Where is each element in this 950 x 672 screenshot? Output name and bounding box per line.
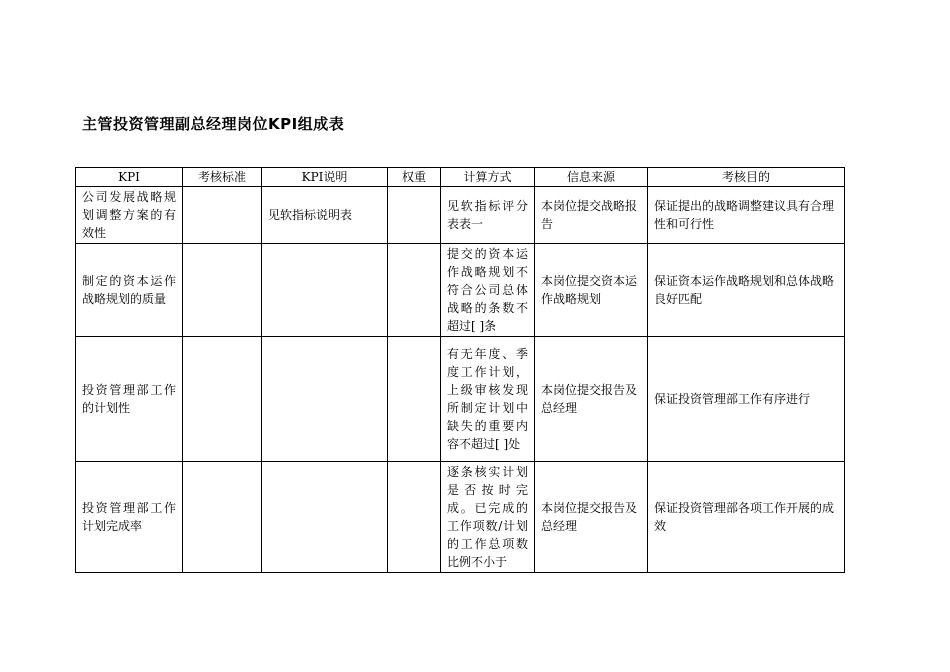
standard-cell	[183, 244, 262, 337]
source-cell: 本岗位提交报告及总经理	[535, 337, 648, 462]
kpi-cell: 投资管理部工作计划完成率	[76, 462, 183, 573]
standard-cell	[183, 187, 262, 244]
purpose-cell: 保证投资管理部工作有序进行	[648, 337, 845, 462]
header-desc: KPI说明	[262, 168, 388, 187]
standard-cell	[183, 462, 262, 573]
header-calc: 计算方式	[441, 168, 535, 187]
calc-cell: 有无年度、季度工作计划，上级审核发现所制定计划中缺失的重要内容不超过[ ]处	[441, 337, 535, 462]
table-row	[76, 462, 845, 573]
desc-cell: 见软指标说明表	[262, 187, 388, 244]
weight-cell	[388, 244, 441, 337]
weight-cell	[388, 462, 441, 573]
header-purpose: 考核目的	[648, 168, 845, 187]
kpi-cell: 公司发展战略规划调整方案的有效性	[76, 187, 183, 244]
table-row	[76, 337, 845, 462]
header-weight: 权重	[388, 168, 441, 187]
purpose-cell: 保证投资管理部各项工作开展的成效	[648, 462, 845, 573]
desc-cell	[262, 244, 388, 337]
desc-cell	[262, 337, 388, 462]
calc-cell: 见软指标评分表表一	[441, 187, 535, 244]
table-row	[76, 187, 845, 244]
kpi-cell: 投资管理部工作的计划性	[76, 337, 183, 462]
kpi-table	[75, 167, 845, 573]
page-title: 主管投资管理副总经理岗位KPI组成表	[82, 115, 345, 133]
source-cell: 本岗位提交战略报告	[535, 187, 648, 244]
header-kpi: KPI	[76, 168, 183, 187]
weight-cell	[388, 337, 441, 462]
kpi-cell: 制定的资本运作战略规划的质量	[76, 244, 183, 337]
source-cell: 本岗位提交报告及总经理	[535, 462, 648, 573]
calc-cell: 逐条核实计划是否按时完成。已完成的工作项数/计划的工作总项数比例不小于	[441, 462, 535, 573]
table-row	[76, 244, 845, 337]
source-cell: 本岗位提交资本运作战略规划	[535, 244, 648, 337]
header-row	[76, 168, 845, 187]
purpose-cell: 保证资本运作战略规划和总体战略良好匹配	[648, 244, 845, 337]
calc-cell: 提交的资本运作战略规划不符合公司总体战略的条数不超过[ ]条	[441, 244, 535, 337]
weight-cell	[388, 187, 441, 244]
purpose-cell: 保证提出的战略调整建议具有合理性和可行性	[648, 187, 845, 244]
standard-cell	[183, 337, 262, 462]
header-standard: 考核标准	[183, 168, 262, 187]
header-source: 信息来源	[535, 168, 648, 187]
desc-cell	[262, 462, 388, 573]
